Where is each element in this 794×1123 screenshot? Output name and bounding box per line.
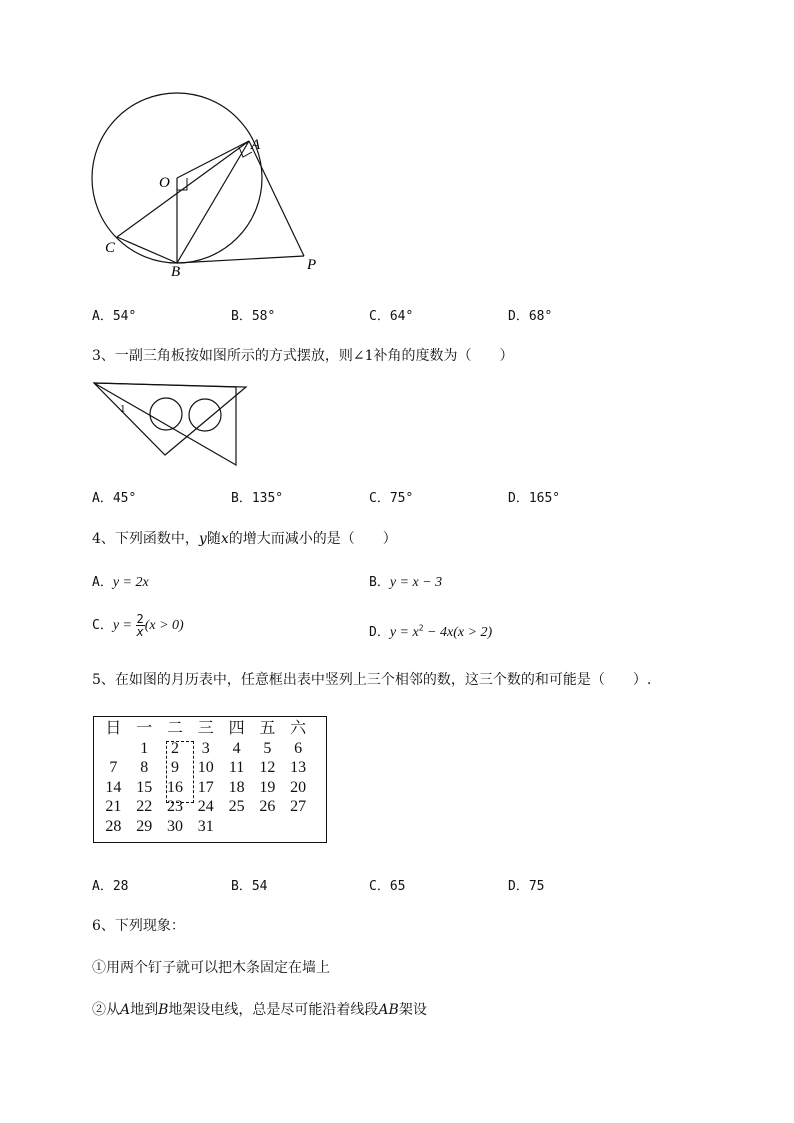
calendar-cell: 29 [136,817,153,835]
calendar-header-cell: 二 [166,720,183,737]
calendar-row [98,758,314,778]
calendar-cell: 14 [105,778,122,796]
calendar-header-cell: 四 [228,720,245,737]
q5-option-a: A．28 [92,879,129,894]
calendar-cell: 27 [290,798,307,815]
q5-text: 5、在如图的月历表中，任意框出表中竖列上三个相邻的数，这三个数的和可能是（ ）. [92,672,652,688]
q4-option-a [92,571,149,591]
calendar-row [98,739,314,759]
calendar-cell: 11 [228,759,245,776]
calendar-cell: 4 [232,739,241,757]
label-o: O [159,175,170,191]
q3-option-a: A．45° [92,491,137,506]
calendar-cell [98,739,129,759]
q3-option-b: B．135° [231,491,284,506]
calendar-row [98,778,314,798]
q6-item-2 [92,999,427,1019]
calendar-cell: 10 [197,759,214,776]
calendar-cell: 23 [166,798,183,815]
calendar-cell: 16 [166,778,183,796]
set-square-small [94,383,236,465]
q4-option-c-lhs: y = [112,618,136,633]
calendar-row [98,797,314,817]
calendar-cell: 19 [259,778,276,796]
calendar-cell: 8 [140,759,149,776]
q6-segment-ab: AB [378,1002,399,1018]
calendar-selection-box [166,741,194,803]
q6-item-1: ①用两个钉子就可以把木条固定在墙上 [92,960,330,976]
q3-text: 3、一副三角板按如图所示的方式摆放，则∠1补角的度数为（ ） [92,348,514,364]
q2-option-b: B．58° [231,309,276,324]
q3-option-c: C．75° [369,491,414,506]
calendar-cell: 9 [170,759,179,776]
q6-point-a: A [120,1002,131,1018]
q4-option-b [369,571,442,591]
q4-option-c-fraction [136,613,145,638]
calendar-cell: 5 [263,739,272,757]
calendar-cell: 2 [170,739,179,757]
calendar-cell [252,817,283,837]
q4-option-d-tail: − 4x(x > 2) [423,625,493,640]
calendar-cell: 1 [140,739,149,757]
set-squares-figure [0,0,794,480]
set-square-hole-right [189,399,221,431]
q3-option-d: D．165° [508,491,561,506]
label-a: A [251,137,261,153]
calendar-cell: 30 [166,817,183,835]
set-square-large [94,383,246,455]
calendar-header-cell: 五 [259,720,276,737]
calendar-cell [221,817,252,837]
q6-point-b: B [158,1002,169,1018]
q6-item-2-a: ②从 [92,1002,120,1018]
angle-1-label: 1 [120,403,126,415]
calendar-header-cell: 一 [136,720,153,737]
q5-option-b: B．54 [231,879,268,894]
q4-option-c [92,613,184,638]
label-p: P [307,257,317,273]
q4-option-d-lhs: y = x [389,625,419,640]
calendar-cell: 25 [228,798,245,815]
q5-option-d: D．75 [508,879,545,894]
calendar-cell: 13 [290,759,307,776]
calendar-cell [283,817,314,837]
q6-text: 6、下列现象： [92,918,185,934]
calendar-cell: 17 [197,778,214,796]
q4-option-d-label: D． [369,625,390,640]
q2-option-d: D．68° [508,309,553,324]
q4-option-d-sup: 2 [418,623,424,633]
q4-option-b-expr: y = x − 3 [389,575,443,590]
q6-item-2-d: 架设 [398,1002,427,1018]
q2-option-a: A．54° [92,309,137,324]
q4-var-y: y [198,531,207,547]
q4-text [92,528,397,548]
calendar-cell: 26 [259,798,276,815]
calendar-row [98,817,314,837]
q4-option-c-tail: (x > 0) [144,618,184,633]
calendar-header-cell: 日 [105,720,122,737]
q4-suffix: 的增大而减小的是（ ） [228,531,397,547]
calendar-header-cell: 三 [197,720,214,737]
q2-option-c: C．64° [369,309,414,324]
q4-option-a-label: A． [92,575,113,590]
calendar-grid [98,719,314,836]
q6-item-2-b: 地到 [130,1002,159,1018]
calendar-table [93,716,327,843]
label-b: B [171,264,181,280]
calendar-cell: 6 [294,739,303,757]
calendar-header-cell: 六 [290,720,307,737]
calendar-cell: 22 [136,798,153,815]
q4-option-b-label: B． [369,575,390,590]
calendar-header-row [98,719,314,739]
calendar-cell: 31 [197,817,214,835]
q4-option-d [369,621,492,641]
q4-var-x: x [220,531,229,547]
q4-option-c-label: C． [92,618,113,633]
q4-mid: 随 [206,531,221,547]
q4-option-c-num: 2 [136,612,144,626]
calendar-cell: 3 [201,739,210,757]
calendar-cell: 28 [105,817,122,835]
q4-prefix: 4、下列函数中， [92,531,199,547]
calendar-cell: 12 [259,759,276,776]
calendar-cell: 24 [197,798,214,815]
q5-option-c: C．65 [369,879,406,894]
calendar-cell: 20 [290,778,307,796]
q4-option-a-expr: y = 2x [112,575,149,590]
calendar-cell: 15 [136,778,153,796]
calendar-cell: 21 [105,798,122,815]
q4-option-c-den: x [136,625,144,639]
q6-item-2-c: 地架设电线，总是尽可能沿着线段 [168,1002,379,1018]
label-c: C [105,240,116,256]
calendar-cell: 18 [228,778,245,796]
calendar-cell: 7 [109,759,118,776]
